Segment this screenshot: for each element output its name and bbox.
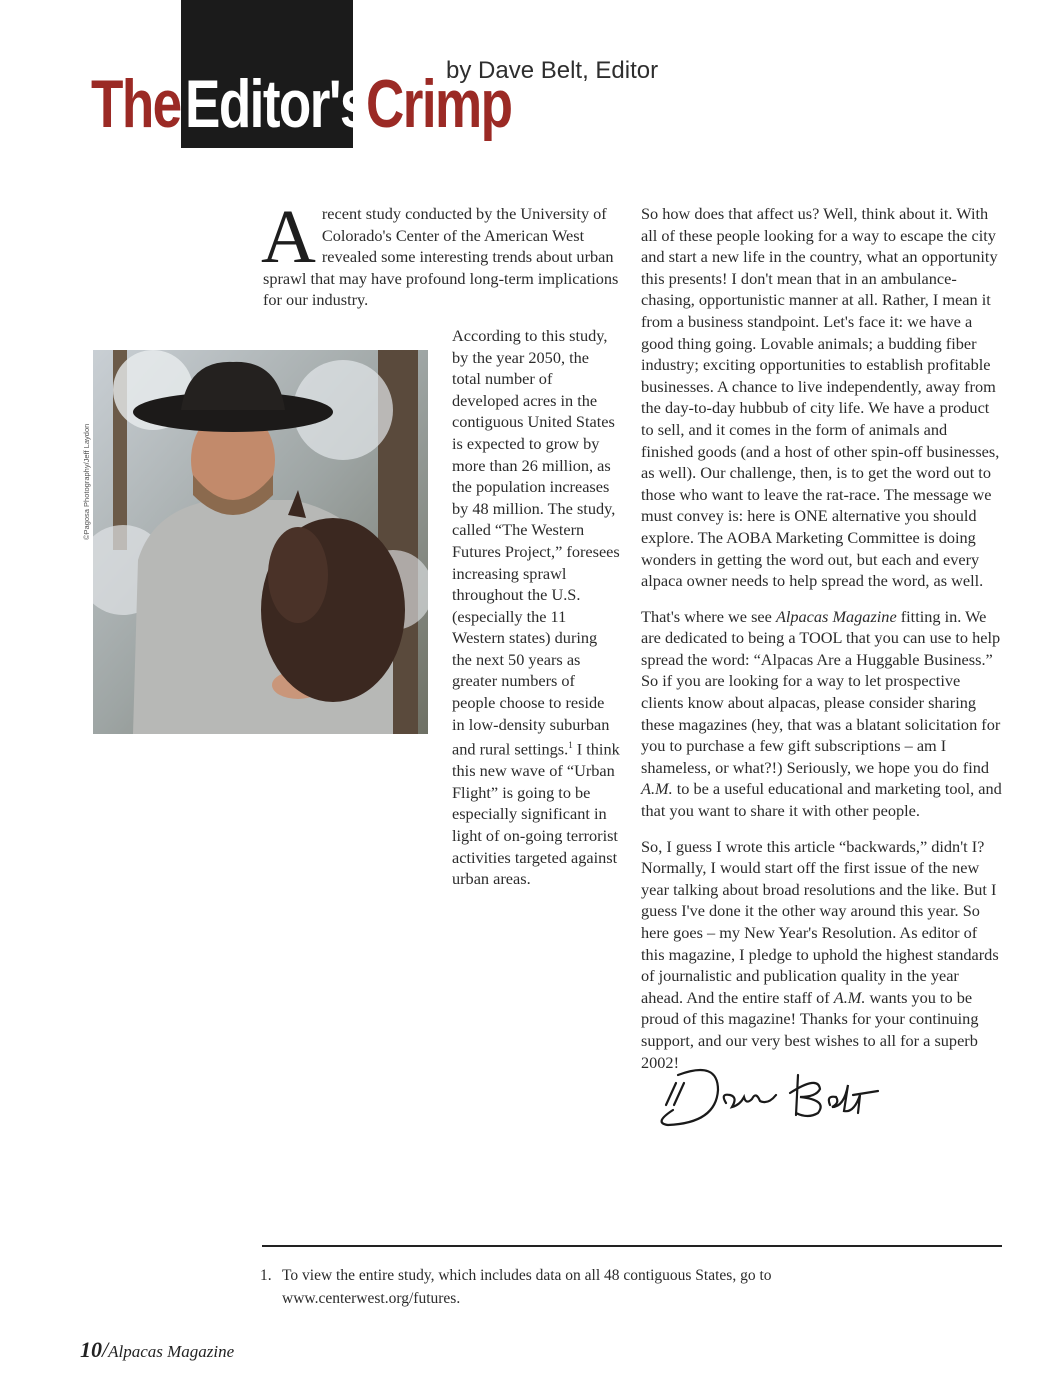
page-number: 10 bbox=[80, 1337, 102, 1362]
paragraph-magazine: That's where we see Alpacas Magazine fitting in. We are dedicated to being a TOOL that you can use to help spread the word: “Alpacas Are a Huggable Business.” So if you are looking for a way to let prospective clients know about alpacas, please consider sharing these magazines (hey, that was a blatant solicitation for you to purchase a few gift subscriptions – am I shameless, or what?!) Seriously, we hope you do find A.M. to be a useful educational and marketing tool, and that you want to share it with other people. bbox=[641, 606, 1002, 821]
photo-credit: ©Pagosa Photography/Jeff Laydon bbox=[82, 423, 91, 540]
paragraph-resolution: So, I guess I wrote this article “backwards,” didn't I? Normally, I would start off the first issue of the new year talking about broad resolutions and the like. But I guess I've done it the other way around this year. So here goes – my New Year's Resolution. As editor of this magazine, I pledge to uphold the highest standards of journalistic and publication quality in the year ahead. And the entire staff of A.M. wants you to be proud of this magazine! Thanks for your continuing support, and our very best wishes to all for a superb 2002! bbox=[641, 836, 999, 1072]
title-editors: Editor's bbox=[185, 66, 368, 142]
title-crimp: Crimp bbox=[366, 66, 512, 142]
paragraph-study: According to this study, by the year 2050, the total number of developed acres in the contiguous United States is expected to grow by more than 26 million, as the population increases by 48 million. The study, called “The Western Futures Project,” foresees increasing sprawl throughout the U.S. (especially the 11 Western states) during the next 50 years as greater numbers of people choose to reside in low-density suburban and rural settings.$^1$ I think this new wave of “Urban Flight” is going to be especially significant in light of on-going terrorist activities targeted against urban areas. bbox=[452, 325, 620, 889]
footnote-number: 1. bbox=[260, 1267, 272, 1284]
editor-signature bbox=[648, 1055, 918, 1135]
footnote-text: To view the entire study, which includes data on all 48 contiguous States, go to bbox=[282, 1267, 772, 1284]
paragraph-opportunity: So how does that affect us? Well, think about it. With all of these people looking for a way to escape the city and start a new life in the country, what an opportunity this presents! I don't mean that in an ambulance-chasing, opportunistic manner at all. Rather, I mean it from a business standpoint. Let's face it: we have a good thing going. Lovable animals; a budding fiber industry; exciting opportunities to establish profitable businesses. A chance to live independently, away from the day-to-day hubbub of city life. We have a product to sell, and it comes in the form of animals and finished goods (and a host of other spin-off businesses, as well). Our challenge, then, is to get the word out to those who want to leave the rat-race. The message we must convey is: here is ONE alternative you should explore. The AOBA Marketing Committee is doing wonders in getting the word out, but each and every alpaca owner needs to help spread the word, as well. bbox=[641, 204, 1000, 591]
footnote-url: www.centerwest.org/futures. bbox=[282, 1290, 461, 1307]
byline: by Dave Belt, Editor bbox=[446, 57, 659, 84]
drop-cap: A bbox=[261, 195, 316, 279]
article-column-left bbox=[261, 195, 620, 904]
footnote-rule bbox=[262, 1245, 1002, 1247]
page-folio: 10/Alpacas Magazine bbox=[80, 1337, 235, 1362]
title-the: The bbox=[91, 66, 181, 142]
paragraph-intro: Arecent study conducted by the University of Colorado's Center of the American West revealed some interesting trends about urban sprawl that may have profound long-term implications for our industry. bbox=[261, 195, 619, 310]
article-column-right bbox=[641, 203, 1003, 1087]
publication-name: Alpacas Magazine bbox=[108, 1342, 235, 1361]
footnote bbox=[260, 1264, 940, 1310]
